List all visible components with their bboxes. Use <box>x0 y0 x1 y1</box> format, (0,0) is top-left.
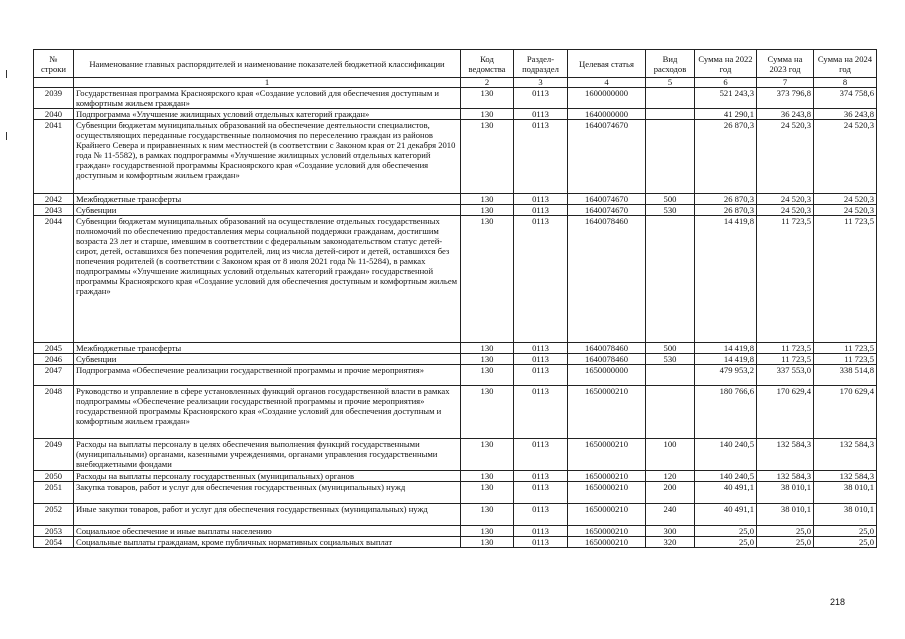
expense-type: 500 <box>646 343 695 354</box>
target-item: 1650000210 <box>568 504 646 526</box>
expense-type <box>646 120 695 194</box>
row-number: 2049 <box>34 439 74 471</box>
row-number: 2046 <box>34 354 74 365</box>
sum-2024: 374 758,6 <box>814 88 877 109</box>
target-item: 1650000210 <box>568 471 646 482</box>
column-number: 4 <box>568 78 646 88</box>
page-number: 218 <box>830 597 846 607</box>
row-number: 2043 <box>34 205 74 216</box>
sum-2023: 24 520,3 <box>757 194 814 205</box>
sum-2022: 41 290,1 <box>695 109 757 120</box>
column-number: 7 <box>757 78 814 88</box>
row-name: Межбюджетные трансферты <box>74 343 461 354</box>
section-code: 0113 <box>514 471 568 482</box>
dept-code: 130 <box>461 365 514 386</box>
expense-type <box>646 365 695 386</box>
expense-type: 500 <box>646 194 695 205</box>
row-number: 2045 <box>34 343 74 354</box>
sum-2022: 14 419,8 <box>695 354 757 365</box>
sum-2022: 25,0 <box>695 537 757 548</box>
row-number: 2050 <box>34 471 74 482</box>
table-row <box>34 216 877 343</box>
expense-type: 320 <box>646 537 695 548</box>
row-number: 2053 <box>34 526 74 537</box>
row-name: Субвенции бюджетам муниципальных образований на осуществление отдельных государственных полномочий по обеспечению предоставления меры социальной поддержки гражданам, достигшим возраста 23 лет и старше, имевшим в соответствии с федеральным законодательством статус детей-сирот, детей, оставшихся без попечения родителей, лиц из числа детей-сирот и детей, оставшихся без попечения родителей (в соответствии с Законом края от 8 июля 2021 года № 11-5284), в рамках подпрограммы «Улучшение жилищных условий отдельных категорий граждан» государственной программы Красноярского края «Создание условий для обеспечения доступным и комфортным жильем граждан» <box>74 216 461 343</box>
section-code: 0113 <box>514 216 568 343</box>
sum-2023: 38 010,1 <box>757 482 814 504</box>
expense-type: 530 <box>646 205 695 216</box>
dept-code: 130 <box>461 343 514 354</box>
table-row <box>34 365 877 386</box>
table-row <box>34 471 877 482</box>
sum-2024: 36 243,8 <box>814 109 877 120</box>
header-target-item: Целевая статья <box>568 50 646 78</box>
sum-2023: 38 010,1 <box>757 504 814 526</box>
sum-2024: 132 584,3 <box>814 471 877 482</box>
header-sum-2022: Сумма на 2022 год <box>695 50 757 78</box>
sum-2024: 170 629,4 <box>814 386 877 439</box>
target-item: 1650000210 <box>568 386 646 439</box>
dept-code: 130 <box>461 386 514 439</box>
row-number: 2047 <box>34 365 74 386</box>
expense-type <box>646 109 695 120</box>
expense-type <box>646 216 695 343</box>
target-item: 1640078460 <box>568 343 646 354</box>
table-row <box>34 526 877 537</box>
sum-2022: 26 870,3 <box>695 120 757 194</box>
row-number: 2039 <box>34 88 74 109</box>
sum-2023: 25,0 <box>757 537 814 548</box>
table-row <box>34 205 877 216</box>
header-dept-code: Код ведомства <box>461 50 514 78</box>
row-number: 2048 <box>34 386 74 439</box>
column-number <box>34 78 74 88</box>
sum-2024: 24 520,3 <box>814 194 877 205</box>
header-name: Наименование главных распорядителей и наименование показателей бюджетной классификации <box>74 50 461 78</box>
expense-type: 240 <box>646 504 695 526</box>
expense-type: 120 <box>646 471 695 482</box>
section-code: 0113 <box>514 343 568 354</box>
sum-2024: 24 520,3 <box>814 205 877 216</box>
sum-2022: 40 491,1 <box>695 504 757 526</box>
header-expense-type: Вид расходов <box>646 50 695 78</box>
header-row <box>34 50 877 78</box>
sum-2022: 521 243,3 <box>695 88 757 109</box>
sum-2023: 132 584,3 <box>757 439 814 471</box>
sum-2024: 38 010,1 <box>814 482 877 504</box>
table-row <box>34 109 877 120</box>
section-code: 0113 <box>514 439 568 471</box>
table-row <box>34 88 877 109</box>
row-number: 2051 <box>34 482 74 504</box>
dept-code: 130 <box>461 439 514 471</box>
table-row <box>34 354 877 365</box>
dept-code: 130 <box>461 88 514 109</box>
column-number: 8 <box>814 78 877 88</box>
sum-2023: 11 723,5 <box>757 216 814 343</box>
expense-type: 200 <box>646 482 695 504</box>
sum-2023: 373 796,8 <box>757 88 814 109</box>
dept-code: 130 <box>461 471 514 482</box>
table-row <box>34 194 877 205</box>
row-name: Субвенции <box>74 205 461 216</box>
row-number: 2041 <box>34 120 74 194</box>
column-number: 2 <box>461 78 514 88</box>
column-number: 5 <box>646 78 695 88</box>
sum-2023: 11 723,5 <box>757 343 814 354</box>
section-code: 0113 <box>514 365 568 386</box>
target-item: 1650000000 <box>568 365 646 386</box>
header-section: Раздел-подраздел <box>514 50 568 78</box>
sum-2022: 25,0 <box>695 526 757 537</box>
row-name: Субвенции <box>74 354 461 365</box>
sum-2024: 24 520,3 <box>814 120 877 194</box>
header-row-number: № строки <box>34 50 74 78</box>
row-name: Расходы на выплаты персоналу государственных (муниципальных) органов <box>74 471 461 482</box>
margin-mark <box>6 132 7 140</box>
sum-2022: 40 491,1 <box>695 482 757 504</box>
sum-2022: 26 870,3 <box>695 194 757 205</box>
row-name: Закупка товаров, работ и услуг для обеспечения государственных (муниципальных) нужд <box>74 482 461 504</box>
sum-2023: 36 243,8 <box>757 109 814 120</box>
sum-2023: 132 584,3 <box>757 471 814 482</box>
section-code: 0113 <box>514 482 568 504</box>
sum-2024: 11 723,5 <box>814 354 877 365</box>
sum-2024: 38 010,1 <box>814 504 877 526</box>
dept-code: 130 <box>461 120 514 194</box>
sum-2022: 14 419,8 <box>695 343 757 354</box>
section-code: 0113 <box>514 120 568 194</box>
section-code: 0113 <box>514 354 568 365</box>
row-name: Расходы на выплаты персоналу в целях обеспечения выполнения функций государственными (муниципальными) органами, казенными учреждениями, органами управления государственными внебюджетными фондами <box>74 439 461 471</box>
row-number: 2042 <box>34 194 74 205</box>
column-numbers-row <box>34 78 877 88</box>
dept-code: 130 <box>461 109 514 120</box>
row-name: Подпрограмма «Обеспечение реализации государственной программы и прочие мероприятия» <box>74 365 461 386</box>
dept-code: 130 <box>461 504 514 526</box>
section-code: 0113 <box>514 504 568 526</box>
row-number: 2040 <box>34 109 74 120</box>
sum-2023: 25,0 <box>757 526 814 537</box>
sum-2024: 11 723,5 <box>814 216 877 343</box>
sum-2023: 11 723,5 <box>757 354 814 365</box>
sum-2022: 26 870,3 <box>695 205 757 216</box>
sum-2024: 25,0 <box>814 537 877 548</box>
sum-2023: 337 553,0 <box>757 365 814 386</box>
column-number: 1 <box>74 78 461 88</box>
sum-2022: 479 953,2 <box>695 365 757 386</box>
section-code: 0113 <box>514 526 568 537</box>
section-code: 0113 <box>514 88 568 109</box>
sum-2022: 140 240,5 <box>695 439 757 471</box>
column-number: 3 <box>514 78 568 88</box>
expense-type: 100 <box>646 439 695 471</box>
row-name: Межбюджетные трансферты <box>74 194 461 205</box>
table-row <box>34 537 877 548</box>
row-name: Подпрограмма «Улучшение жилищных условий отдельных категорий граждан» <box>74 109 461 120</box>
margin-mark <box>6 70 7 78</box>
table-row <box>34 439 877 471</box>
section-code: 0113 <box>514 194 568 205</box>
expense-type: 530 <box>646 354 695 365</box>
table-row <box>34 120 877 194</box>
expense-type <box>646 386 695 439</box>
target-item: 1650000210 <box>568 482 646 504</box>
dept-code: 130 <box>461 526 514 537</box>
table-row <box>34 482 877 504</box>
target-item: 1650000210 <box>568 537 646 548</box>
target-item: 1640078460 <box>568 354 646 365</box>
sum-2024: 25,0 <box>814 526 877 537</box>
section-code: 0113 <box>514 109 568 120</box>
section-code: 0113 <box>514 205 568 216</box>
budget-table <box>33 49 877 548</box>
target-item: 1640078460 <box>568 216 646 343</box>
dept-code: 130 <box>461 216 514 343</box>
sum-2023: 24 520,3 <box>757 120 814 194</box>
section-code: 0113 <box>514 386 568 439</box>
sum-2022: 180 766,6 <box>695 386 757 439</box>
sum-2024: 11 723,5 <box>814 343 877 354</box>
row-name: Социальное обеспечение и иные выплаты населению <box>74 526 461 537</box>
row-name: Иные закупки товаров, работ и услуг для обеспечения государственных (муниципальных) нужд <box>74 504 461 526</box>
dept-code: 130 <box>461 482 514 504</box>
sum-2024: 132 584,3 <box>814 439 877 471</box>
expense-type <box>646 88 695 109</box>
row-name: Руководство и управление в сфере установленных функций органов государственной власти в рамках подпрограммы «Обеспечение реализации государственной программы и прочие мероприятия» государственной программы Красноярского края «Создание условий для обеспечения доступным и комфортным жильем граждан» <box>74 386 461 439</box>
dept-code: 130 <box>461 354 514 365</box>
sum-2023: 170 629,4 <box>757 386 814 439</box>
sum-2024: 338 514,8 <box>814 365 877 386</box>
section-code: 0113 <box>514 537 568 548</box>
target-item: 1640074670 <box>568 194 646 205</box>
header-sum-2024: Сумма на 2024 год <box>814 50 877 78</box>
header-sum-2023: Сумма на 2023 год <box>757 50 814 78</box>
table-row <box>34 343 877 354</box>
row-number: 2044 <box>34 216 74 343</box>
table-row <box>34 504 877 526</box>
sum-2023: 24 520,3 <box>757 205 814 216</box>
dept-code: 130 <box>461 205 514 216</box>
dept-code: 130 <box>461 194 514 205</box>
row-number: 2054 <box>34 537 74 548</box>
target-item: 1650000210 <box>568 439 646 471</box>
sum-2022: 140 240,5 <box>695 471 757 482</box>
expense-type: 300 <box>646 526 695 537</box>
target-item: 1640074670 <box>568 120 646 194</box>
sum-2022: 14 419,8 <box>695 216 757 343</box>
row-name: Социальные выплаты гражданам, кроме публичных нормативных социальных выплат <box>74 537 461 548</box>
target-item: 1640074670 <box>568 205 646 216</box>
target-item: 1600000000 <box>568 88 646 109</box>
table-row <box>34 386 877 439</box>
target-item: 1650000210 <box>568 526 646 537</box>
row-name: Субвенции бюджетам муниципальных образований на обеспечение деятельности специалистов, осуществляющих переданные государственные полномочия по переселению граждан из районов Крайнего Севера и приравненных к ним местностей (в соответствии с Законом края от 21 декабря 2010 года № 11-5582), в рамках подпрограммы «Улучшение жилищных условий отдельных категорий граждан» государственной программы Красноярского края «Создание условий для обеспечения доступным и комфортным жильем граждан» <box>74 120 461 194</box>
column-number: 6 <box>695 78 757 88</box>
row-number: 2052 <box>34 504 74 526</box>
row-name: Государственная программа Красноярского края «Создание условий для обеспечения доступным и комфортным жильем граждан» <box>74 88 461 109</box>
dept-code: 130 <box>461 537 514 548</box>
target-item: 1640000000 <box>568 109 646 120</box>
